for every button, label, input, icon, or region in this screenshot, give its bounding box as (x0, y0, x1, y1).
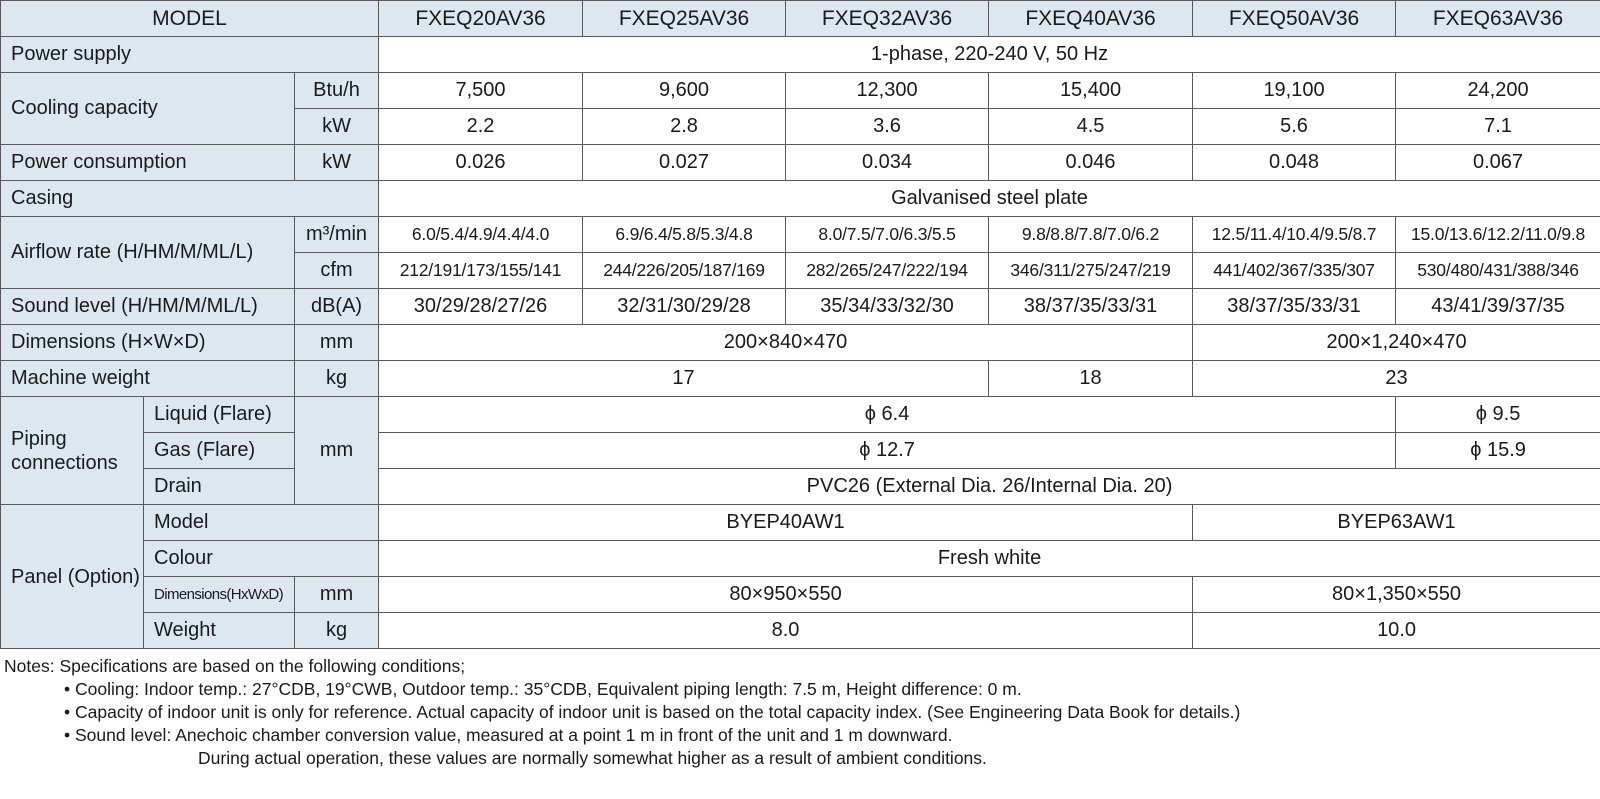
panel-label: Panel (Option) (1, 505, 144, 649)
panel-dimensions-a: 80×950×550 (379, 577, 1193, 613)
panel-weight-label: Weight (144, 613, 295, 649)
sound-cell: 30/29/28/27/26 (379, 289, 583, 325)
power-consumption-cell: 0.034 (786, 145, 989, 181)
header-row (1, 1, 1600, 37)
panel-model-label: Model (144, 505, 379, 541)
notes-section (0, 655, 1600, 770)
panel-weight-a: 8.0 (379, 613, 1193, 649)
airflow-m3-cell: 15.0/13.6/12.2/11.0/9.8 (1396, 217, 1600, 253)
cooling-kw-cell: 2.8 (583, 109, 786, 145)
weight-a: 17 (379, 361, 989, 397)
cooling-btu-cell: 12,300 (786, 73, 989, 109)
model-name: FXEQ25AV36 (583, 1, 786, 37)
power-consumption-cell: 0.046 (989, 145, 1193, 181)
cooling-kw-cell: 5.6 (1193, 109, 1396, 145)
power-consumption-cell: 0.067 (1396, 145, 1600, 181)
unit-mm: mm (295, 325, 379, 361)
cooling-btu-cell: 9,600 (583, 73, 786, 109)
model-name: FXEQ50AV36 (1193, 1, 1396, 37)
cooling-btu-cell: 24,200 (1396, 73, 1600, 109)
airflow-m3-cell: 8.0/7.5/7.0/6.3/5.5 (786, 217, 989, 253)
cooling-kw-cell: 4.5 (989, 109, 1193, 145)
note-capacity: • Capacity of indoor unit is only for reference. Actual capacity of indoor unit is based on the total capacity index. (See Engineering Data Book for details.) (64, 702, 1241, 722)
panel-model-row (1, 505, 1600, 541)
unit-mm: mm (295, 397, 379, 505)
piping-liquid-label: Liquid (Flare) (144, 397, 295, 433)
dimensions-label: Dimensions (H×W×D) (1, 325, 295, 361)
airflow-m3-cell: 6.9/6.4/5.8/5.3/4.8 (583, 217, 786, 253)
power-consumption-cell: 0.027 (583, 145, 786, 181)
airflow-m3-row (1, 217, 1600, 253)
dimensions-small: 200×840×470 (379, 325, 1193, 361)
model-name: FXEQ40AV36 (989, 1, 1193, 37)
panel-weight-row (1, 613, 1600, 649)
note-cooling: • Cooling: Indoor temp.: 27°CDB, 19°CWB, Outdoor temp.: 35°CDB, Equivalent piping length: 7.5 m, Height difference: 0 m. (64, 679, 1022, 699)
cooling-btu-cell: 7,500 (379, 73, 583, 109)
piping-liquid-a: ϕ 6.4 (379, 397, 1396, 433)
airflow-m3-cell: 12.5/11.4/10.4/9.5/8.7 (1193, 217, 1396, 253)
panel-model-b: BYEP63AW1 (1193, 505, 1600, 541)
cooling-capacity-label: Cooling capacity (1, 73, 295, 145)
panel-weight-b: 10.0 (1193, 613, 1600, 649)
note-sound: • Sound level: Anechoic chamber conversion value, measured at a point 1 m in front of the unit and 1 m downward. (64, 725, 953, 745)
panel-dimensions-b: 80×1,350×550 (1193, 577, 1600, 613)
power-consumption-cell: 0.048 (1193, 145, 1396, 181)
piping-drain-value: PVC26 (External Dia. 26/Internal Dia. 20) (379, 469, 1600, 505)
airflow-cfm-cell: 282/265/247/222/194 (786, 253, 989, 289)
unit-kw: kW (295, 145, 379, 181)
cooling-btu-cell: 15,400 (989, 73, 1193, 109)
cooling-kw-cell: 2.2 (379, 109, 583, 145)
unit-cfm: cfm (295, 253, 379, 289)
casing-label: Casing (1, 181, 379, 217)
power-supply-value: 1-phase, 220-240 V, 50 Hz (379, 37, 1600, 73)
notes-heading: Notes: Specifications are based on the following conditions; (4, 656, 466, 676)
piping-gas-a: ϕ 12.7 (379, 433, 1396, 469)
model-name: FXEQ63AV36 (1396, 1, 1600, 37)
weight-label: Machine weight (1, 361, 295, 397)
piping-label: Piping connections (1, 397, 144, 505)
power-supply-label: Power supply (1, 37, 379, 73)
panel-dimensions-label: Dimensions(HxWxD) (144, 577, 295, 613)
note-sound-continued: During actual operation, these values are normally somewhat higher as a result of ambient conditions. (198, 748, 987, 768)
airflow-m3-cell: 6.0/5.4/4.9/4.4/4.0 (379, 217, 583, 253)
power-consumption-cell: 0.026 (379, 145, 583, 181)
sound-cell: 38/37/35/33/31 (989, 289, 1193, 325)
casing-row (1, 181, 1600, 217)
model-name: FXEQ32AV36 (786, 1, 989, 37)
weight-row (1, 361, 1600, 397)
airflow-cfm-cell: 346/311/275/247/219 (989, 253, 1193, 289)
weight-b: 18 (989, 361, 1193, 397)
sound-label: Sound level (H/HM/M/ML/L) (1, 289, 295, 325)
panel-colour-label: Colour (144, 541, 379, 577)
power-supply-row (1, 37, 1600, 73)
power-consumption-row (1, 145, 1600, 181)
unit-m3-min: m³/min (295, 217, 379, 253)
dimensions-row (1, 325, 1600, 361)
airflow-cfm-cell: 441/402/367/335/307 (1193, 253, 1396, 289)
model-header: MODEL (1, 1, 379, 37)
piping-gas-row (1, 433, 1600, 469)
cooling-kw-cell: 7.1 (1396, 109, 1600, 145)
airflow-cfm-cell: 244/226/205/187/169 (583, 253, 786, 289)
piping-liquid-row (1, 397, 1600, 433)
unit-dba: dB(A) (295, 289, 379, 325)
sound-cell: 32/31/30/29/28 (583, 289, 786, 325)
unit-kg: kg (295, 613, 379, 649)
piping-liquid-b: ϕ 9.5 (1396, 397, 1600, 433)
model-name: FXEQ20AV36 (379, 1, 583, 37)
airflow-label: Airflow rate (H/HM/M/ML/L) (1, 217, 295, 289)
piping-drain-row (1, 469, 1600, 505)
sound-cell: 43/41/39/37/35 (1396, 289, 1600, 325)
unit-kw: kW (295, 109, 379, 145)
sound-row (1, 289, 1600, 325)
panel-colour-value: Fresh white (379, 541, 1600, 577)
sound-cell: 38/37/35/33/31 (1193, 289, 1396, 325)
sound-cell: 35/34/33/32/30 (786, 289, 989, 325)
piping-gas-label: Gas (Flare) (144, 433, 295, 469)
airflow-cfm-cell: 212/191/173/155/141 (379, 253, 583, 289)
panel-dimensions-row (1, 577, 1600, 613)
panel-colour-row (1, 541, 1600, 577)
unit-btu: Btu/h (295, 73, 379, 109)
panel-model-a: BYEP40AW1 (379, 505, 1193, 541)
cooling-btu-row (1, 73, 1600, 109)
cooling-kw-cell: 3.6 (786, 109, 989, 145)
cooling-btu-cell: 19,100 (1193, 73, 1396, 109)
weight-c: 23 (1193, 361, 1600, 397)
unit-kg: kg (295, 361, 379, 397)
airflow-cfm-cell: 530/480/431/388/346 (1396, 253, 1600, 289)
piping-drain-label: Drain (144, 469, 295, 505)
piping-gas-b: ϕ 15.9 (1396, 433, 1600, 469)
dimensions-large: 200×1,240×470 (1193, 325, 1600, 361)
airflow-m3-cell: 9.8/8.8/7.8/7.0/6.2 (989, 217, 1193, 253)
unit-mm: mm (295, 577, 379, 613)
power-consumption-label: Power consumption (1, 145, 295, 181)
casing-value: Galvanised steel plate (379, 181, 1600, 217)
